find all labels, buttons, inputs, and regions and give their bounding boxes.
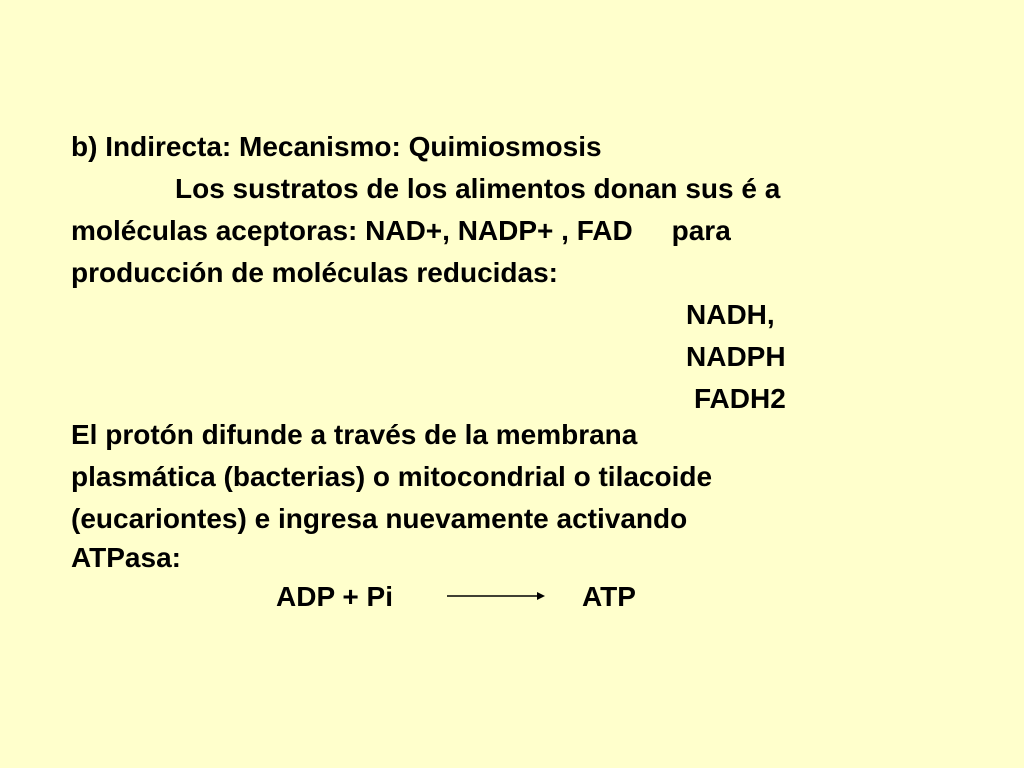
paragraph-line: El protón difunde a través de la membrana [71, 419, 638, 450]
molecule-nadh: NADH, [686, 299, 775, 330]
right-arrow-icon [447, 590, 545, 602]
paragraph-line: producción de moléculas reducidas: [71, 257, 559, 288]
reaction-reactants: ADP + Pi [276, 581, 393, 612]
molecule-nadph: NADPH [686, 341, 786, 372]
paragraph-line: Los sustratos de los alimentos donan sus é a [175, 173, 781, 204]
paragraph-line: plasmática (bacterias) o mitocondrial o tilacoide [71, 461, 713, 492]
paragraph-line: moléculas aceptoras: NAD+, NADP+ , FAD para [71, 215, 731, 246]
slide-heading: b) Indirecta: Mecanismo: Quimiosmosis [71, 131, 602, 162]
paragraph-line: (eucariontes) e ingresa nuevamente activando [71, 503, 688, 534]
reaction-product: ATP [582, 581, 636, 612]
paragraph-line: ATPasa: [71, 542, 181, 573]
molecule-fadh2: FADH2 [694, 383, 786, 414]
